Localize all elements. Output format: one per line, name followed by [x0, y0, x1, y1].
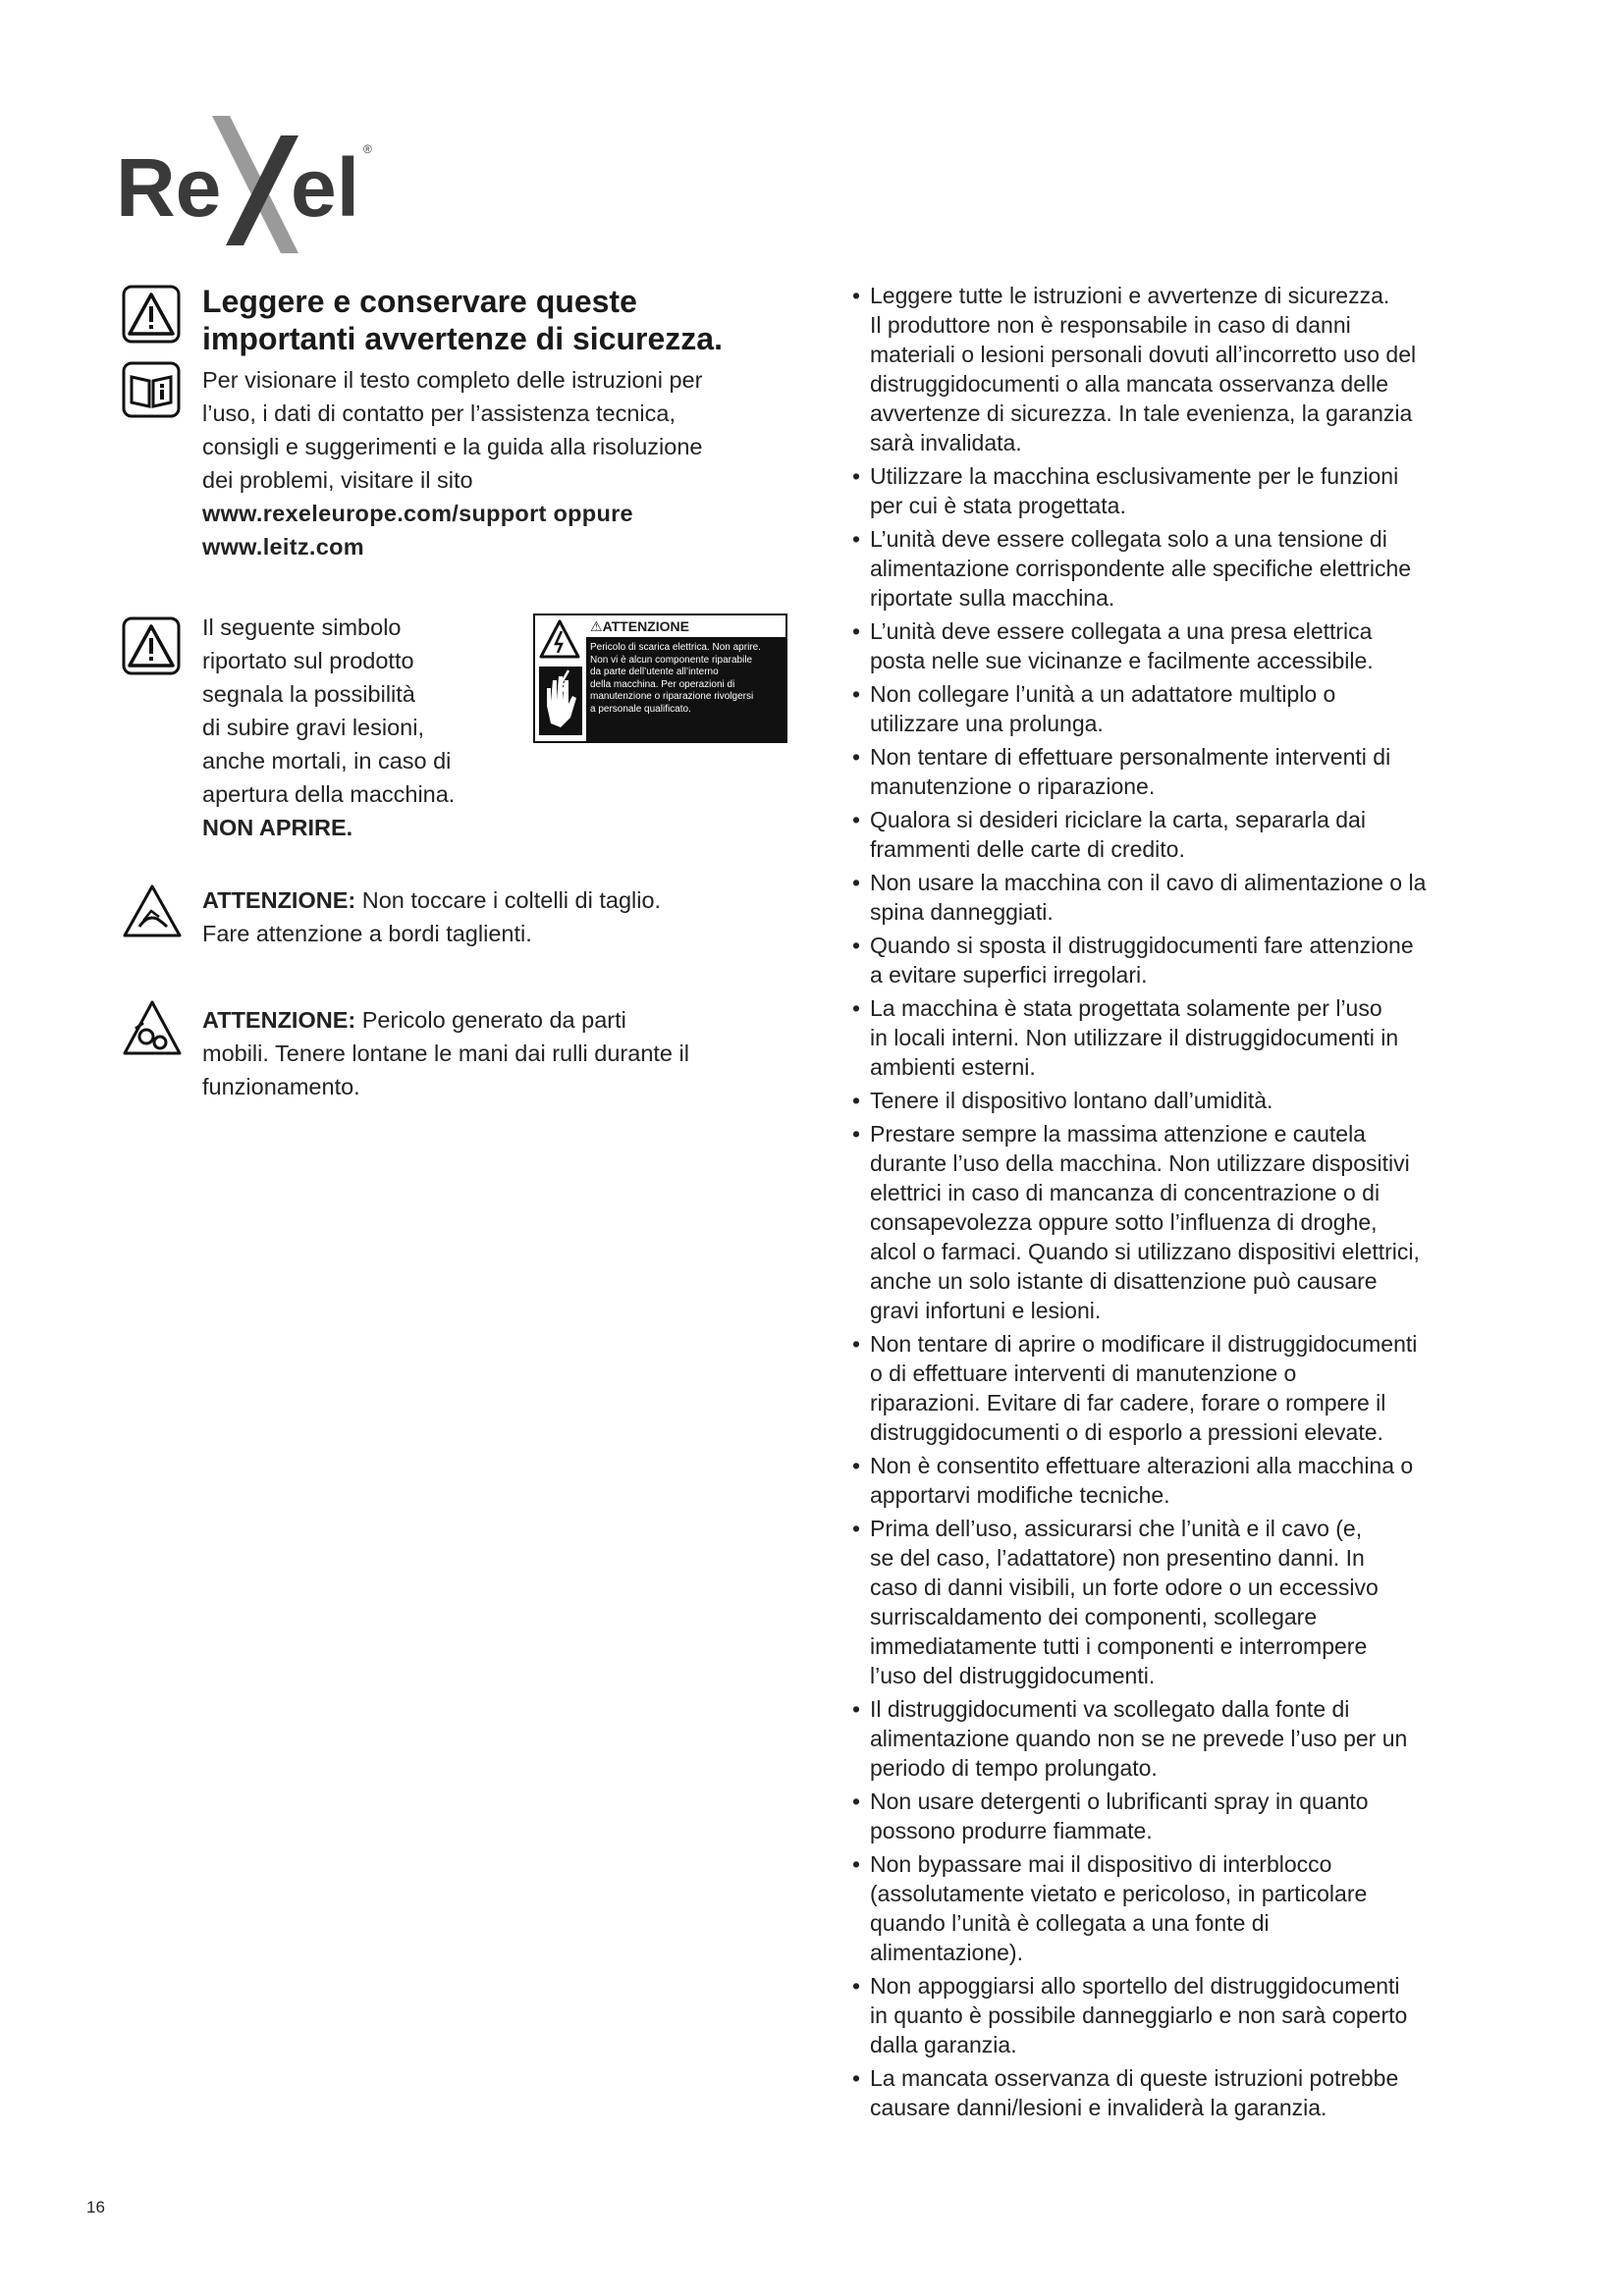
warning-label-line: della macchina. Per operazioni di	[590, 678, 735, 690]
warning-label-text: ATTENZIONE:	[202, 1007, 356, 1033]
safety-instruction-line: durante l’uso della macchina. Non utilizzare dispositivi	[870, 1150, 1410, 1176]
support-url[interactable]: www.rexeleurope.com/support oppure	[202, 501, 633, 526]
safety-instruction-item	[852, 1971, 1520, 2059]
warning-label-title: ⚠ATTENZIONE	[586, 615, 785, 639]
warning-text: funzionamento.	[202, 1074, 360, 1099]
intro-line: Per visionare il testo completo delle istruzioni per	[202, 367, 703, 393]
safety-instruction-item	[852, 524, 1520, 613]
warning-text: Fare attenzione a bordi taglienti.	[202, 921, 532, 946]
warning-label-line: Non vi è alcun componente riparabile	[590, 654, 753, 666]
safety-instruction-item	[852, 616, 1520, 675]
leitz-url[interactable]: www.leitz.com	[202, 534, 364, 560]
symbol-note-line: riportato sul prodotto	[202, 648, 414, 673]
safety-instruction-line: Il produttore non è responsabile in caso di danni	[870, 312, 1351, 338]
safety-instruction-line: a evitare superfici irregolari.	[870, 962, 1148, 988]
symbol-note-line: Il seguente simbolo	[202, 614, 402, 640]
rexel-logo-graphic	[116, 116, 381, 253]
safety-instruction-line: alimentazione corrispondente alle specifiche elettriche	[870, 556, 1412, 581]
safety-instruction-line: anche un solo istante di disattenzione può causare	[870, 1268, 1378, 1294]
electric-shock-icon	[539, 619, 580, 659]
safety-instruction-line: • Non appoggiarsi allo sportello del distruggidocumenti	[870, 1973, 1400, 1999]
support-intro	[202, 363, 791, 563]
safety-instruction-line: dalla garanzia.	[870, 2032, 1017, 2057]
safety-instruction-line: in locali interni. Non utilizzare il distruggidocumenti in	[870, 1025, 1399, 1050]
safety-instruction-line: materiali o lesioni personali dovuti all’incorretto uso del	[870, 342, 1417, 367]
safety-instruction-line: o di effettuare interventi di manutenzione o	[870, 1361, 1297, 1386]
safety-instruction-line: • Non usare detergenti o lubrificanti spray in quanto	[870, 1789, 1369, 1814]
rexel-logo	[116, 116, 381, 253]
symbol-note-line: anche mortali, in caso di	[202, 748, 452, 774]
symbol-note	[202, 611, 516, 844]
safety-instruction-line: possono produrre fiammate.	[870, 1818, 1153, 1843]
safety-instruction-line: • Prima dell’uso, assicurarsi che l’unità e il cavo (e,	[870, 1516, 1363, 1541]
safety-instruction-line: consapevolezza oppure sotto l’influenza di droghe,	[870, 1209, 1378, 1235]
safety-instruction-line: alcol o farmaci. Quando si utilizzano dispositivi elettrici,	[870, 1239, 1420, 1264]
warning-label-line: Pericolo di scarica elettrica. Non aprire.	[590, 642, 761, 653]
safety-instruction-item	[852, 1849, 1520, 1967]
safety-instruction-line: • Non collegare l’unità a un adattatore multiplo o	[870, 681, 1336, 707]
safety-instruction-item	[852, 931, 1520, 989]
safety-instruction-line: in quanto è possibile danneggiarlo e non sarà coperto	[870, 2002, 1408, 2028]
svg-text:Re: Re	[116, 141, 222, 234]
safety-instructions-list	[852, 281, 1520, 2126]
safety-heading-line-1: Leggere e conservare queste	[202, 284, 637, 319]
safety-instruction-line: • Tenere il dispositivo lontano dall’umidità.	[870, 1088, 1273, 1113]
intro-line: consigli e suggerimenti e la guida alla risoluzione	[202, 434, 703, 459]
safety-instruction-line: • Non è consentito effettuare alterazioni alla macchina o	[870, 1453, 1414, 1478]
safety-instruction-item	[852, 2063, 1520, 2122]
warning-triangle-icon	[122, 285, 181, 344]
intro-line: l’uso, i dati di contatto per l’assistenza tecnica,	[202, 400, 677, 426]
safety-instruction-line: • La macchina è stata progettata solamente per l’uso	[870, 995, 1382, 1021]
page-number: 16	[86, 2198, 105, 2216]
safety-instruction-line: surriscaldamento dei componenti, scollegare	[870, 1604, 1318, 1629]
blade-hazard-icon	[122, 883, 183, 938]
safety-instruction-line: gravi infortuni e lesioni.	[870, 1298, 1102, 1323]
safety-instruction-item	[852, 679, 1520, 738]
blade-warning	[202, 883, 791, 950]
safety-instruction-line: utilizzare una prolunga.	[870, 711, 1104, 736]
warning-label-title-text: ATTENZIONE	[602, 618, 689, 634]
safety-instruction-item	[852, 461, 1520, 520]
safety-instruction-line: • Non tentare di effettuare personalmente interventi di	[870, 744, 1391, 770]
safety-instruction-item	[852, 1329, 1520, 1447]
manual-info-icon	[122, 361, 181, 418]
safety-instruction-line: ambienti esterni.	[870, 1054, 1036, 1080]
hand-hazard-icon	[539, 667, 582, 735]
safety-instruction-item	[852, 1451, 1520, 1510]
warning-label	[533, 614, 787, 743]
safety-instruction-line: (assolutamente vietato e pericoloso, in particolare	[870, 1881, 1368, 1906]
safety-instruction-line: • Non tentare di aprire o modificare il distruggidocumenti	[870, 1331, 1418, 1357]
safety-instruction-item	[852, 1119, 1520, 1325]
safety-instruction-line: alimentazione quando non se ne prevede l’uso per un	[870, 1726, 1408, 1751]
safety-heading	[202, 283, 791, 357]
warning-text: Pericolo generato da parti	[355, 1007, 626, 1033]
warning-text: Non toccare i coltelli di taglio.	[355, 887, 662, 913]
safety-instruction-line: • Non usare la macchina con il cavo di alimentazione o la	[870, 870, 1427, 895]
symbol-note-line: di subire gravi lesioni,	[202, 715, 424, 740]
svg-text:®: ®	[363, 142, 372, 156]
safety-instruction-line: • Utilizzare la macchina esclusivamente per le funzioni	[870, 463, 1399, 489]
safety-instruction-line: se del caso, l’adattatore) non presentino danni. In	[870, 1545, 1365, 1571]
safety-instruction-line: • Il distruggidocumenti va scollegato dalla fonte di	[870, 1696, 1350, 1722]
safety-instruction-item	[852, 868, 1520, 927]
safety-instruction-line: • La mancata osservanza di queste istruzioni potrebbe	[870, 2065, 1399, 2091]
warning-triangle-icon	[122, 616, 181, 675]
safety-instruction-line: frammenti delle carte di credito.	[870, 836, 1185, 862]
safety-instruction-line: l’uso del distruggidocumenti.	[870, 1663, 1156, 1688]
safety-instruction-line: riparazioni. Evitare di far cadere, forare o rompere il	[870, 1390, 1386, 1415]
warning-label-line: a personale qualificato.	[590, 703, 691, 715]
safety-instruction-item	[852, 1694, 1520, 1783]
svg-text:el: el	[291, 141, 360, 234]
safety-instruction-line: quando l’unità è collegata a una fonte di	[870, 1910, 1270, 1936]
do-not-open-text: NON APRIRE.	[202, 815, 353, 840]
safety-instruction-line: spina danneggiati.	[870, 899, 1054, 925]
safety-instruction-line: manutenzione o riparazione.	[870, 774, 1156, 799]
safety-instruction-line: caso di danni visibili, un forte odore o un eccessivo	[870, 1575, 1379, 1600]
safety-instruction-line: per cui è stata progettata.	[870, 493, 1126, 518]
safety-instruction-line: periodo di tempo prolungato.	[870, 1755, 1158, 1781]
safety-instruction-line: elettrici in caso di mancanza di concentrazione o di	[870, 1180, 1380, 1205]
warning-text: mobili. Tenere lontane le mani dai rulli durante il	[202, 1041, 689, 1066]
safety-instruction-item	[852, 1514, 1520, 1690]
moving-parts-warning	[202, 1003, 791, 1103]
safety-instruction-line: • Leggere tutte le istruzioni e avvertenze di sicurezza.	[870, 283, 1390, 308]
safety-instruction-line: apportarvi modifiche tecniche.	[870, 1482, 1170, 1508]
safety-instruction-line: distruggidocumenti o di esporlo a pressioni elevate.	[870, 1419, 1383, 1445]
warning-label-line: da parte dell’utente all’interno	[590, 667, 719, 677]
safety-instruction-line: posta nelle sue vicinanze e facilmente accessibile.	[870, 648, 1374, 673]
safety-instruction-line: • Non bypassare mai il dispositivo di interblocco	[870, 1851, 1332, 1877]
safety-instruction-line: • L’unità deve essere collegata a una presa elettrica	[870, 618, 1373, 644]
moving-parts-hazard-icon	[122, 999, 183, 1056]
safety-instruction-line: avvertenze di sicurezza. In tale evenienza, la garanzia	[870, 400, 1413, 426]
warning-label-body	[586, 639, 785, 741]
safety-instruction-line: causare danni/lesioni e invaliderà la garanzia.	[870, 2095, 1327, 2120]
symbol-note-line: segnala la possibilità	[202, 681, 415, 707]
warning-label-text: ATTENZIONE:	[202, 887, 356, 913]
safety-instruction-item	[852, 805, 1520, 864]
safety-instruction-item	[852, 1787, 1520, 1845]
safety-instruction-line: riportate sulla macchina.	[870, 585, 1115, 611]
safety-instruction-line: • Prestare sempre la massima attenzione e cautela	[870, 1121, 1366, 1147]
safety-instruction-line: alimentazione).	[870, 1940, 1023, 1965]
safety-instruction-item	[852, 281, 1520, 457]
safety-instruction-line: sarà invalidata.	[870, 430, 1022, 455]
safety-instruction-line: • Quando si sposta il distruggidocumenti fare attenzione	[870, 933, 1414, 958]
safety-instruction-item	[852, 742, 1520, 801]
safety-heading-line-2: importanti avvertenze di sicurezza.	[202, 321, 723, 356]
safety-instruction-line: immediatamente tutti i componenti e interrompere	[870, 1633, 1368, 1659]
safety-instruction-item	[852, 1086, 1520, 1115]
safety-instruction-line: • Qualora si desideri riciclare la carta, separarla dai	[870, 807, 1366, 832]
symbol-note-line: apertura della macchina.	[202, 781, 456, 807]
safety-instruction-item	[852, 993, 1520, 1082]
safety-instruction-line: • L’unità deve essere collegata solo a una tensione di	[870, 526, 1387, 552]
intro-line: dei problemi, visitare il sito	[202, 467, 473, 493]
warning-label-line: manutenzione o riparazione rivolgersi	[590, 691, 754, 702]
safety-instruction-line: distruggidocumenti o alla mancata osservanza delle	[870, 371, 1389, 397]
